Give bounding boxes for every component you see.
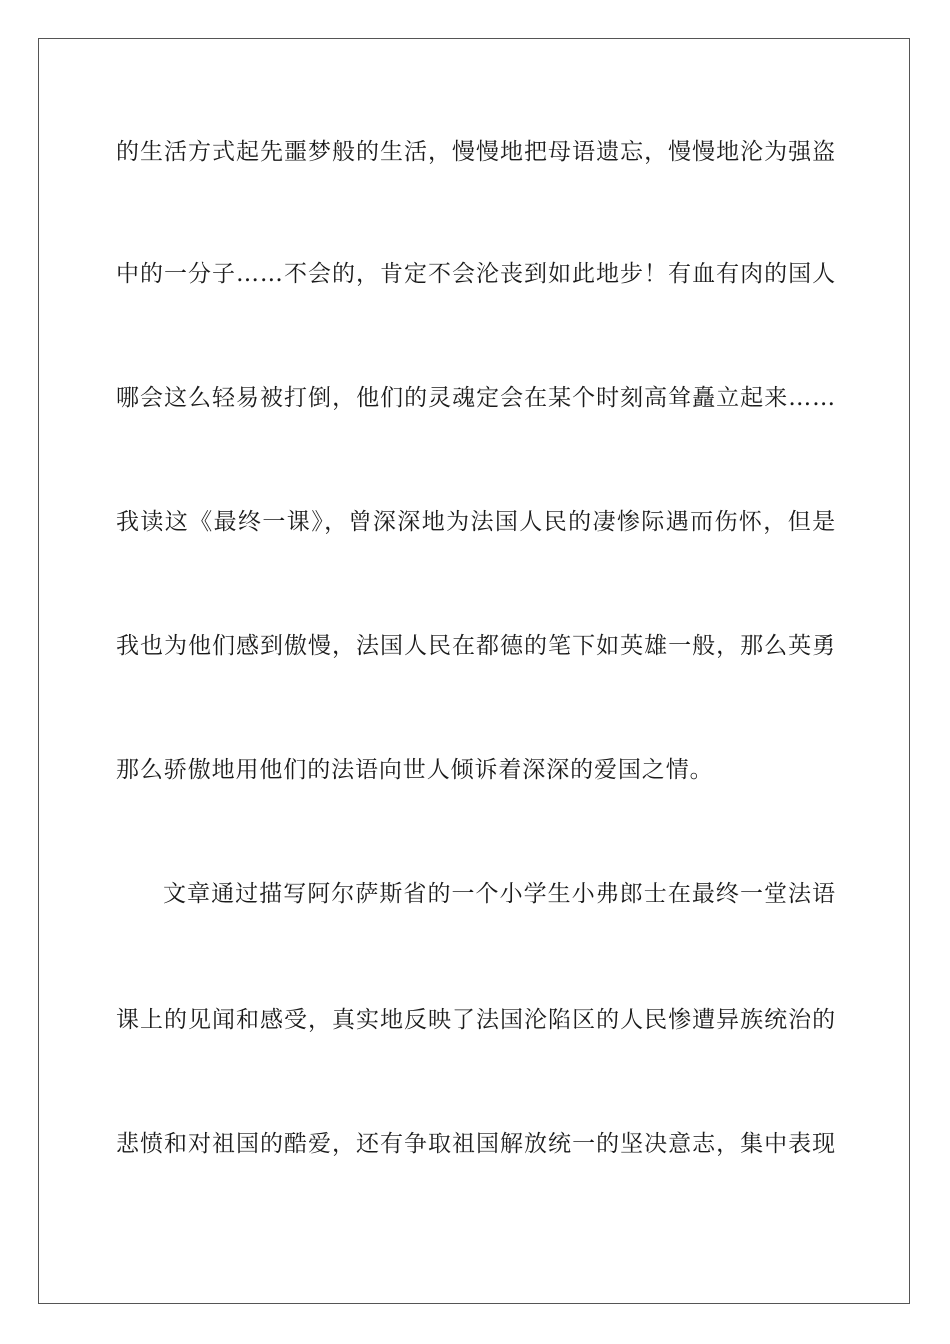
text-line-3: 哪会这么轻易被打倒，他们的灵魂定会在某个时刻高耸矗立起来……: [116, 385, 836, 411]
text-line-4: 我读这《最终一课》，曾深深地为法国人民的凄惨际遇而伤怀，但是: [116, 509, 836, 535]
text-line-6: 那么骄傲地用他们的法语向世人倾诉着深深的爱国之情。: [116, 757, 714, 783]
text-line-9: 悲愤和对祖国的酷爱，还有争取祖国解放统一的坚决意志，集中表现: [116, 1131, 836, 1157]
page-border: [38, 38, 910, 1304]
text-line-5: 我也为他们感到傲慢，法国人民在都德的笔下如英雄一般，那么英勇: [116, 633, 836, 659]
text-line-2: 中的一分子……不会的，肯定不会沦丧到如此地步！有血有肉的国人: [116, 261, 836, 287]
text-line-8: 课上的见闻和感受，真实地反映了法国沦陷区的人民惨遭异族统治的: [116, 1007, 836, 1033]
text-line-7-paragraph-start: 文章通过描写阿尔萨斯省的一个小学生小弗郎士在最终一堂法语: [163, 881, 836, 907]
text-line-1: 的生活方式起先噩梦般的生活，慢慢地把母语遗忘，慢慢地沦为强盗: [116, 139, 836, 165]
